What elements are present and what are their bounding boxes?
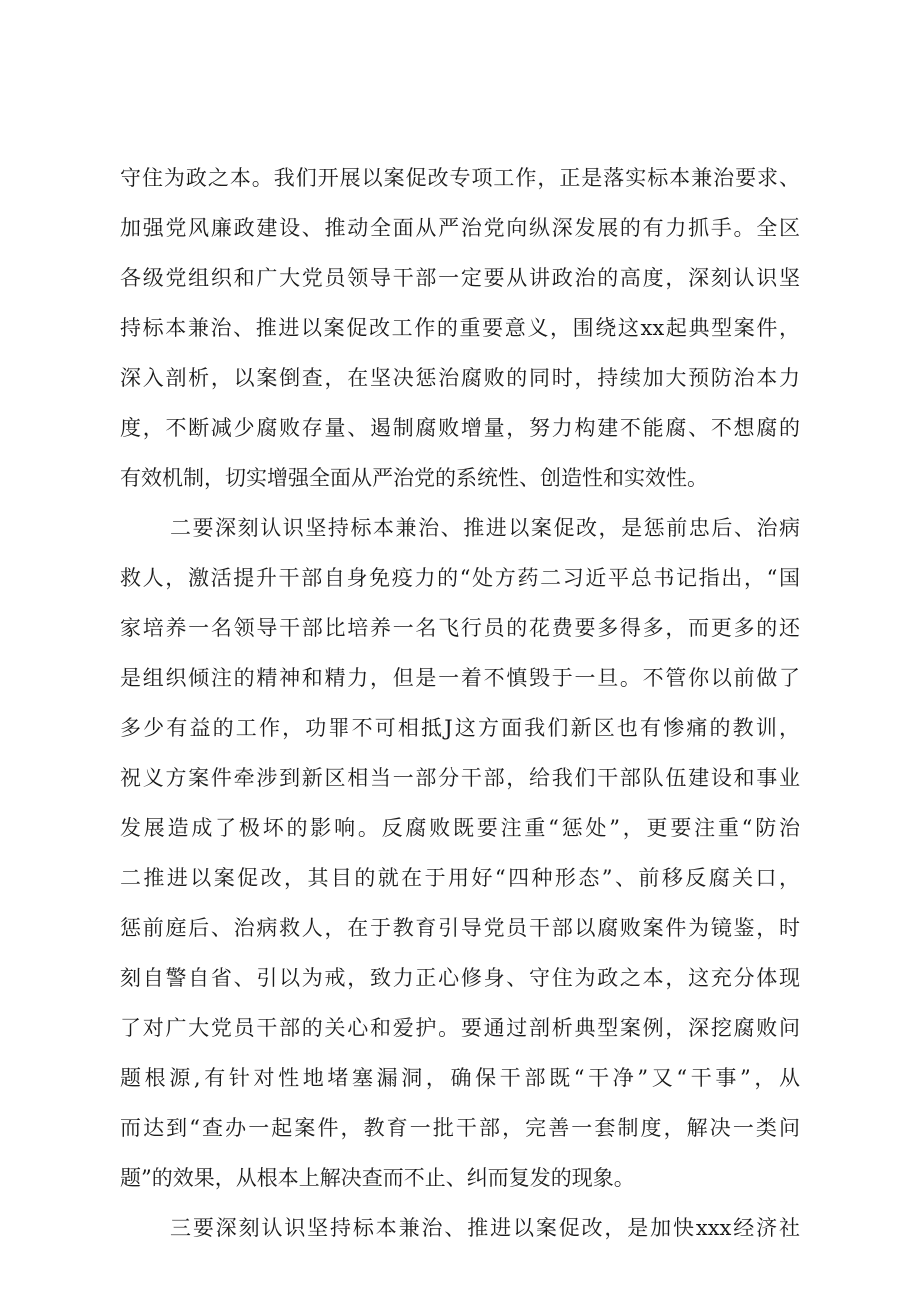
text-line: 多少有益的工作，功罪不可相抵J这方面我们新区也有惨痛的教训，	[120, 716, 800, 740]
text-line: 各级党组织和广大党员领导干部一定要从讲政治的高度，深刻认识坚	[120, 266, 800, 290]
text-line: 题根源,有针对性地堵塞漏洞，确保干部既“干净”又“干事”，从	[120, 1066, 800, 1090]
text-line: 持标本兼治、推进以案促改工作的重要意义，围绕这xx起典型案件，	[120, 316, 800, 340]
text-line: 深入剖析，以案倒查，在坚决惩治腐败的同时，持续加大预防治本力	[120, 366, 800, 390]
paragraph-start-line: 三要深刻认识坚持标本兼治、推进以案促改，是加快xxx经济社	[170, 1216, 800, 1240]
text-line: 救人，激活提升干部自身免疫力的“处方药二习近平总书记指出，“国	[120, 566, 800, 590]
text-line: 了对广大党员干部的关心和爱护。要通过剖析典型案例，深挖腐败问	[120, 1016, 800, 1040]
text-line: 加强党风廉政建设、推动全面从严治党向纵深发展的有力抓手。全区	[120, 216, 800, 240]
paragraph-start-line: 二要深刻认识坚持标本兼治、推进以案促改，是惩前忠后、治病	[170, 516, 800, 540]
text-line: 题”的效果，从根本上解决查而不止、纠而复发的现象。	[120, 1166, 635, 1190]
text-line: 是组织倾注的精神和精力，但是一着不慎毁于一旦。不管你以前做了	[120, 666, 800, 690]
text-line: 守住为政之本。我们开展以案促改专项工作，正是落实标本兼治要求、	[120, 166, 800, 190]
text-line: 度，不断减少腐败存量、遏制腐败增量，努力构建不能腐、不想腐的	[120, 416, 800, 440]
text-line: 刻自警自省、引以为戒，致力正心修身、守住为政之本，这充分体现	[120, 966, 800, 990]
text-line: 发展造成了极坏的影响。反腐败既要注重“惩处”，更要注重“防治	[120, 816, 800, 840]
text-line: 有效机制，切实增强全面从严治党的系统性、创造性和实效性。	[120, 466, 708, 490]
text-line: 二推进以案促改，其目的就在于用好“四种形态”、前移反腐关口，	[120, 866, 800, 890]
text-line: 家培养一名领导干部比培养一名飞行员的花费要多得多，而更多的还	[120, 616, 800, 640]
text-line: 祝义方案件牵涉到新区相当一部分干部，给我们干部队伍建设和事业	[120, 766, 800, 790]
text-line: 惩前庭后、治病救人，在于教育引导党员干部以腐败案件为镜鉴，时	[120, 916, 800, 940]
text-line: 而达到“查办一起案件，教育一批干部，完善一套制度，解决一类问	[120, 1116, 800, 1140]
